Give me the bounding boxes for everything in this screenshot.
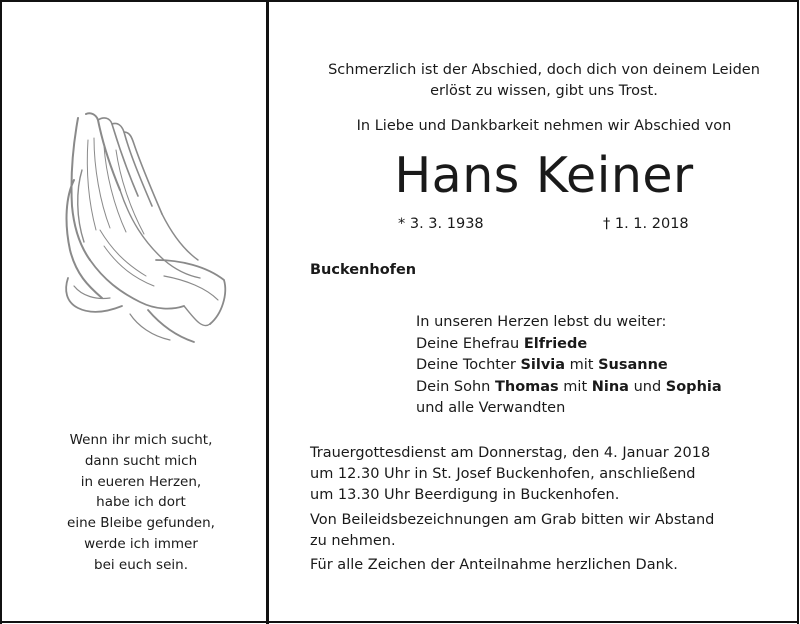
service-line: Trauergottesdienst am Donnerstag, den 4. Januar 2018 [310,445,711,461]
mourner-name: Silvia [520,357,566,373]
left-column [2,2,266,621]
intro-line: erlöst zu wissen, gibt uns Trost. [430,83,658,99]
mourner-name: Thomas [494,378,559,395]
death-date: † 1. 1. 2018 [603,216,689,232]
poem-line: werde ich immer [84,535,198,552]
poem-line: bei euch sein. [94,556,188,573]
mourner-prefix: Deine Tochter [416,357,521,373]
mourners-list [416,312,722,420]
frame-bottom-right-rule [269,621,799,623]
farewell-line: In Liebe und Dankbarkeit nehmen wir Abschied von [356,118,732,134]
mourner-name: Sophia [665,378,722,395]
mourners-heading: In unseren Herzen lebst du weiter: [416,314,667,330]
right-column [270,2,797,621]
praying-hands-icon [60,110,228,346]
condolence-line: zu nehmen. [310,532,396,549]
condolence-line: Von Beileidsbezeichnungen am Grab bitten wir Abstand [310,511,715,528]
mourner-connector: und [628,378,666,395]
poem-line: eine Bleibe gefunden, [67,515,215,532]
frame-bottom-left-rule [0,621,266,623]
intro-quote [270,60,800,102]
mourner-name: Elfriede [523,335,588,352]
mourner-line-wife [416,334,722,356]
mourner-line-daughter [416,355,722,377]
mourner-prefix: Dein Sohn [416,378,495,395]
hometown: Buckenhofen [310,262,417,278]
poem-line: Wenn ihr mich sucht, [69,432,213,448]
poem-line: dann sucht mich [84,452,198,469]
service-line: um 12.30 Uhr in St. Josef Buckenhofen, anschließend [310,466,696,483]
mourner-line-son [416,377,722,399]
mourner-name: Nina [591,378,629,395]
service-details [310,443,714,576]
intro-line: Schmerzlich ist der Abschied, doch dich von deinem Leiden [328,62,760,78]
thanks-line: Für alle Zeichen der Anteilnahme herzlichen Dank. [310,557,678,574]
mourner-name: Susanne [598,357,668,373]
mourner-prefix: Deine Ehefrau [416,335,524,352]
birth-date: * 3. 3. 1938 [398,216,484,232]
service-line: um 13.30 Uhr Beerdigung in Buckenhofen. [310,487,620,504]
poem [2,430,280,576]
poem-line: in eueren Herzen, [80,473,202,490]
mourner-connector: mit [558,378,592,395]
poem-line: habe ich dort [96,494,186,511]
mourner-connector: mit [565,357,599,373]
mourner-line-relatives: und alle Verwandten [416,400,566,416]
deceased-name: Hans Keiner [394,147,694,204]
